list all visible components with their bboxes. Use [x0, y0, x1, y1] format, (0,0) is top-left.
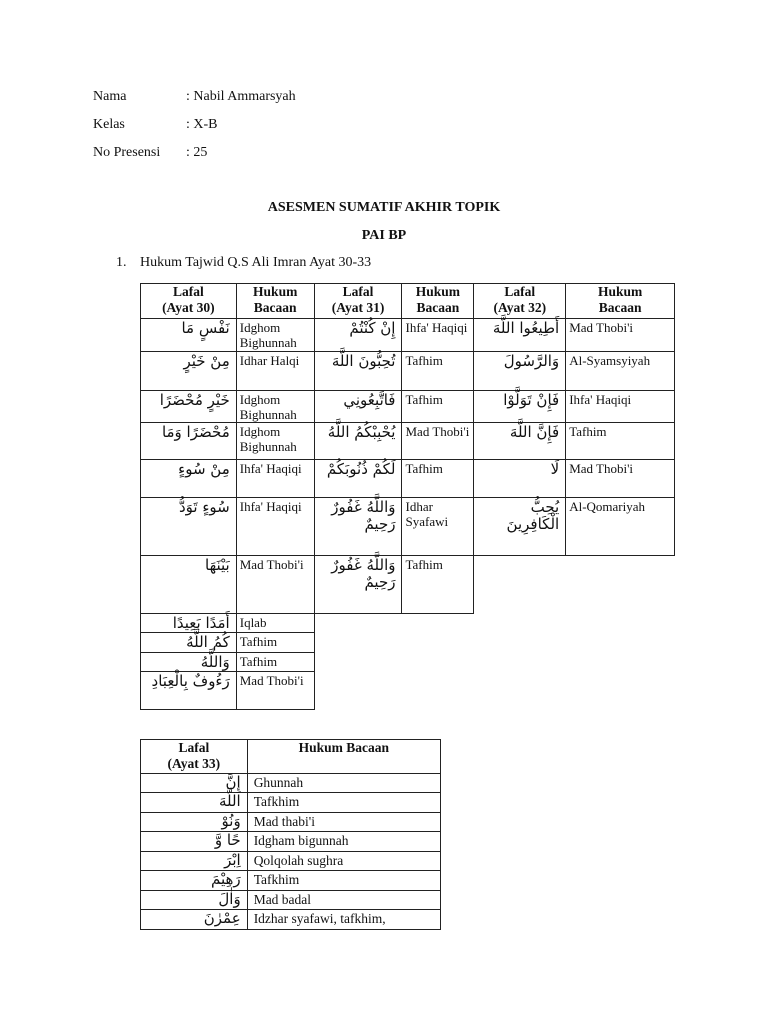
table-row [141, 614, 675, 633]
table-row [141, 498, 675, 556]
lafal-cell: خَيْرٍ مُحْضَرًا [141, 391, 237, 423]
number-label: No Presensi [93, 145, 161, 160]
name-label: Nama [93, 89, 127, 104]
table-row [141, 852, 441, 871]
page-subtitle: PAI BP [361, 228, 407, 243]
hukum-cell: Idghom Bighunnah [236, 319, 314, 352]
table-row [141, 319, 675, 352]
lafal-cell: إِنْ كُنْتُمْ [314, 319, 402, 352]
lafal-cell: رَهِيْمَ [141, 871, 248, 891]
tajwid-table-ayat-30-32 [140, 283, 675, 710]
table-row [141, 891, 441, 910]
hukum-cell: Tafkhim [247, 793, 440, 813]
hukum-cell: Tafkhim [247, 871, 440, 891]
lafal-cell: يُحِبُّ الْكَافِرِينَ [474, 498, 566, 556]
lafal-cell: بَيْنَهَا [141, 556, 237, 614]
header-hukum-bacaan: Hukum Bacaan [247, 740, 440, 774]
lafal-cell: حًا وَّ [141, 832, 248, 852]
lafal-cell: مُحْضَرًا وَمَا [141, 423, 237, 460]
lafal-cell: عِمْرٰنَ [141, 910, 248, 930]
header-hukum-bacaan-1: Hukum Bacaan [236, 284, 314, 319]
lafal-cell: فَإِنْ تَوَلَّوْا [474, 391, 566, 423]
hukum-cell: Idghom Bighunnah [236, 423, 314, 460]
hukum-cell: Tafhim [236, 653, 314, 672]
question-number: 1. [116, 255, 127, 270]
hukum-cell: Mad Thobi'i [402, 423, 474, 460]
table-row [141, 813, 441, 832]
header-lafal-ayat-32: Lafal (Ayat 32) [474, 284, 566, 319]
lafal-cell: أَمَدًا بَعِيدًا [141, 614, 237, 633]
hukum-cell: Al-Qomariyah [566, 498, 675, 556]
lafal-cell: وَنُوْ [141, 813, 248, 832]
lafal-cell: كُمُ اللَّهُ [141, 633, 237, 653]
table-row [141, 391, 675, 423]
table-row [141, 556, 675, 614]
lafal-cell: سُوءٍ تَوَدُّ [141, 498, 237, 556]
hukum-cell: Mad Thobi'i [566, 460, 675, 498]
lafal-cell: مِنْ خَيْرٍ [141, 352, 237, 391]
student-name-line [93, 89, 296, 105]
hukum-cell: Tafhim [402, 352, 474, 391]
lafal-cell: لَكُمْ ذُنُوبَكُمْ [314, 460, 402, 498]
student-class-line [93, 117, 218, 133]
hukum-cell: Ihfa' Haqiqi [236, 460, 314, 498]
student-number-line [93, 145, 207, 161]
lafal-cell: أَطِيعُوا اللَّهَ [474, 319, 566, 352]
header-lafal-ayat-30: Lafal (Ayat 30) [141, 284, 237, 319]
header-lafal-ayat-33: Lafal (Ayat 33) [141, 740, 248, 774]
name-value: : Nabil Ammarsyah [186, 89, 296, 104]
hukum-cell: Mad Thobi'i [236, 672, 314, 710]
hukum-cell: Qolqolah sughra [247, 852, 440, 871]
table-row [141, 871, 441, 891]
lafal-cell: وَاللَّهُ غَفُورٌ رَحِيمٌ [314, 556, 402, 614]
hukum-cell: Idghom Bighunnah [236, 391, 314, 423]
question-heading [116, 255, 371, 271]
lafal-cell: وَالرَّسُولَ [474, 352, 566, 391]
header-lafal-ayat-31: Lafal (Ayat 31) [314, 284, 402, 319]
table-row [141, 633, 675, 653]
header-hukum-bacaan-2: Hukum Bacaan [402, 284, 474, 319]
lafal-cell: نَفْسٍ مَا [141, 319, 237, 352]
lafal-cell: تُحِبُّونَ اللَّهَ [314, 352, 402, 391]
hukum-cell: Tafhim [236, 633, 314, 653]
hukum-cell: Idzhar syafawi, tafkhim, [247, 910, 440, 930]
hukum-cell: Ihfa' Haqiqi [566, 391, 675, 423]
page-title: ASESMEN SUMATIF AKHIR TOPIK [267, 200, 501, 215]
hukum-cell: Mad Thobi'i [566, 319, 675, 352]
hukum-cell: Ghunnah [247, 774, 440, 793]
table-row [141, 774, 441, 793]
table-row [141, 832, 441, 852]
lafal-cell: فَإِنَّ اللَّهَ [474, 423, 566, 460]
table-row [141, 910, 441, 930]
hukum-cell: Idhar Syafawi [402, 498, 474, 556]
hukum-cell: Tafhim [402, 460, 474, 498]
lafal-cell: وَاللَّهُ غَفُورٌ رَحِيمٌ [314, 498, 402, 556]
table-row [141, 653, 675, 672]
hukum-cell: Ihfa' Haqiqi [402, 319, 474, 352]
lafal-cell: لَا [474, 460, 566, 498]
hukum-cell: Ihfa' Haqiqi [236, 498, 314, 556]
lafal-cell: رَءُوفٌ بِالْعِبَادِ [141, 672, 237, 710]
lafal-cell: اللَّهَ [141, 793, 248, 813]
lafal-cell: وَاللَّهُ [141, 653, 237, 672]
tajwid-table-ayat-33 [140, 739, 441, 930]
hukum-cell: Mad badal [247, 891, 440, 910]
table-row [141, 423, 675, 460]
hukum-cell: Al-Syamsyiyah [566, 352, 675, 391]
table-row [141, 793, 441, 813]
lafal-cell: وَاٰلَ [141, 891, 248, 910]
hukum-cell: Idgham bigunnah [247, 832, 440, 852]
lafal-cell: اِبْرَ [141, 852, 248, 871]
class-value: : X-B [186, 117, 218, 132]
table-row [141, 460, 675, 498]
class-label: Kelas [93, 117, 125, 132]
table-row [141, 352, 675, 391]
number-value: : 25 [186, 145, 208, 160]
hukum-cell: Idhar Halqi [236, 352, 314, 391]
hukum-cell: Tafhim [566, 423, 675, 460]
lafal-cell: مِنْ سُوءٍ [141, 460, 237, 498]
hukum-cell: Tafhim [402, 556, 474, 614]
lafal-cell: إِنَّ [141, 774, 248, 793]
hukum-cell: Tafhim [402, 391, 474, 423]
hukum-cell: Mad thabi'i [247, 813, 440, 832]
hukum-cell: Iqlab [236, 614, 314, 633]
hukum-cell: Mad Thobi'i [236, 556, 314, 614]
lafal-cell: فَاتَّبِعُونِي [314, 391, 402, 423]
header-hukum-bacaan-3: Hukum Bacaan [566, 284, 675, 319]
table-row [141, 672, 675, 710]
lafal-cell: يُحْبِبْكُمُ اللَّهُ [314, 423, 402, 460]
question-text: Hukum Tajwid Q.S Ali Imran Ayat 30-33 [140, 255, 372, 270]
